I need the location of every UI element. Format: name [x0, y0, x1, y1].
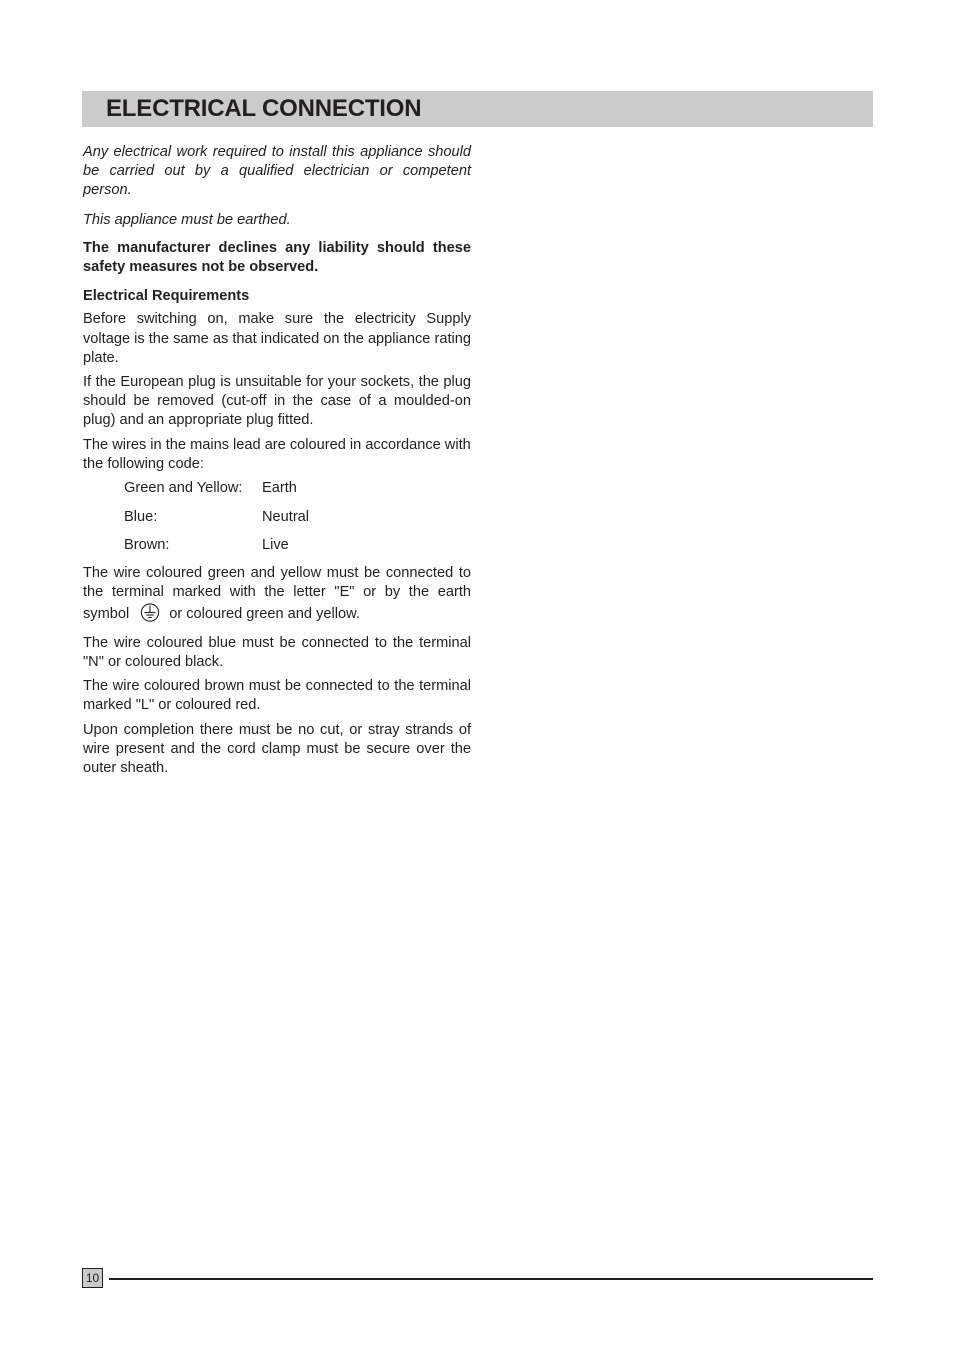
warning-earthed: This appliance must be earthed. — [83, 211, 291, 228]
paragraph-wires-intro: The wires in the mains lead are coloured in accordance with the following code: — [83, 436, 471, 472]
wire-colour-label: Green and Yellow: — [124, 480, 243, 497]
section-heading-electrical-requirements: Electrical Requirements — [83, 288, 250, 305]
text-column — [83, 143, 471, 778]
warning-qualified-electrician: Any electrical work required to install this appliance should be carried out by a qualified electrician or competent person. — [83, 144, 471, 199]
section-header-bar — [82, 91, 873, 127]
footer-rule — [109, 1278, 873, 1280]
page-number: 10 — [82, 1268, 103, 1288]
wire-meaning: Earth — [262, 480, 297, 497]
paragraph-earth-connection — [83, 564, 471, 624]
earth-ground-symbol-icon — [139, 603, 161, 622]
wire-row-neutral — [124, 508, 471, 527]
paragraph-voltage: Before switching on, make sure the electricity Supply voltage is the same as that indicated on the appliance rating plate. — [83, 311, 471, 366]
wire-colour-label: Blue: — [124, 508, 158, 525]
paragraph-blue-wire: The wire coloured blue must be connected to the terminal "N" or coloured black. — [83, 634, 471, 671]
page-title: ELECTRICAL CONNECTION — [106, 95, 422, 122]
wire-colour-label: Brown: — [124, 537, 170, 554]
wire-meaning: Live — [262, 537, 289, 554]
wire-row-earth — [124, 479, 471, 498]
wire-row-live — [124, 536, 471, 555]
paragraph-plug: If the European plug is unsuitable for your sockets, the plug should be removed (cut-off in the case of a moulded-on plug) and an appropriate plug fitted. — [83, 374, 471, 429]
wire-colour-table — [124, 479, 471, 555]
earth-text-before: The wire coloured green and yellow must be connected to the terminal marked with the letter "E" or by the earth symbol — [83, 565, 471, 622]
paragraph-brown-wire: The wire coloured brown must be connected to the terminal marked "L" or coloured red. — [83, 678, 471, 714]
warning-liability: The manufacturer declines any liability should these safety measures not be observed. — [83, 239, 471, 276]
earth-text-after: or coloured green and yellow. — [169, 605, 360, 622]
paragraph-completion: Upon completion there must be no cut, or stray strands of wire present and the cord clamp must be secure over the outer sheath. — [83, 721, 471, 777]
wire-meaning: Neutral — [262, 508, 310, 525]
